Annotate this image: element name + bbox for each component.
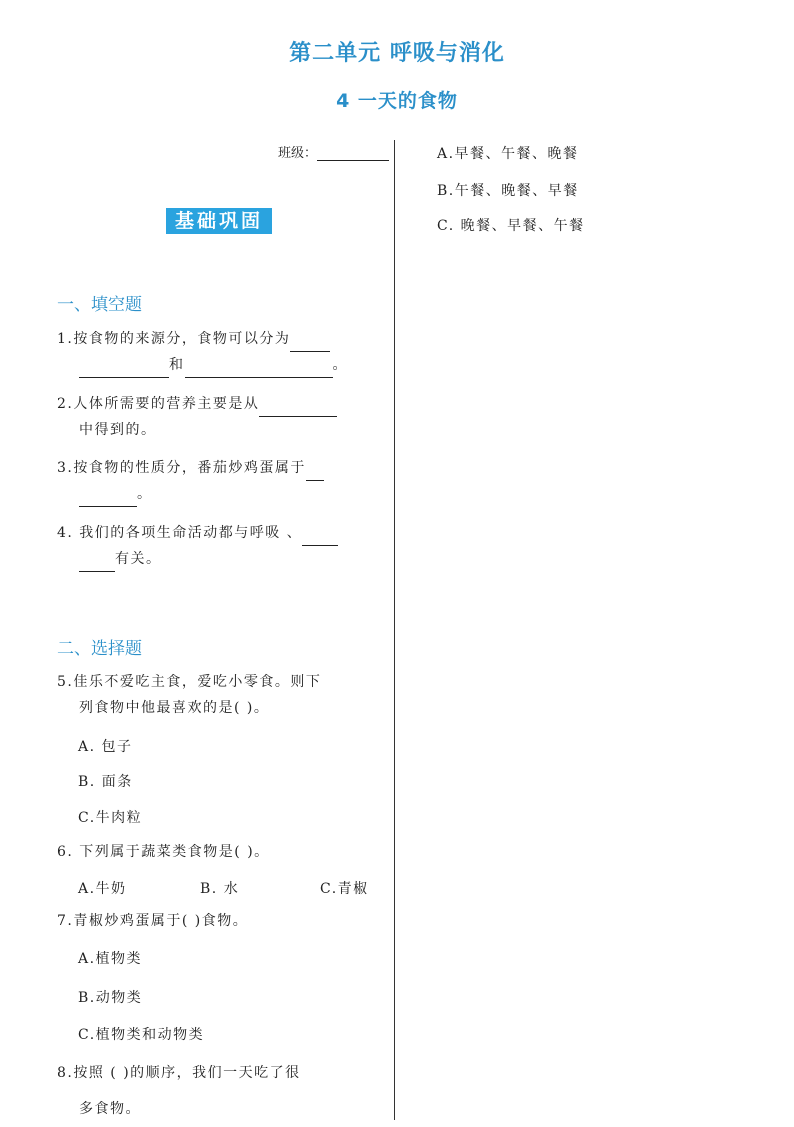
- question-8-option-a[interactable]: A.早餐、午餐、晚餐: [437, 146, 579, 162]
- question-4-end: 有关。: [115, 551, 162, 567]
- question-6-option-a[interactable]: A.牛奶: [78, 881, 127, 897]
- question-2-end: 中得到的。: [79, 422, 157, 438]
- question-1-end: 。: [332, 357, 348, 373]
- lesson-title: 4 一天的食物: [336, 90, 458, 112]
- question-6-text: 6. 下列属于蔬菜类食物是( )。: [57, 844, 270, 860]
- question-1-text: 1.按食物的来源分，食物可以分为: [57, 331, 291, 347]
- class-field: [278, 142, 389, 161]
- question-7: [57, 908, 387, 934]
- section-badge: 基础巩固: [166, 208, 272, 234]
- question-8-text-cont: 多食物。: [79, 1101, 141, 1117]
- answer-blank[interactable]: [259, 400, 337, 417]
- question-4-text: 4. 我们的各项生命活动都与呼吸 、: [57, 525, 303, 541]
- answer-blank[interactable]: [79, 361, 169, 378]
- question-5-text-cont: 列食物中他最喜欢的是( )。: [79, 700, 270, 716]
- question-6-option-b[interactable]: B. 水: [200, 881, 240, 897]
- question-4: [57, 520, 387, 572]
- question-3-text: 3.按食物的性质分，番茄炒鸡蛋属于: [57, 460, 306, 476]
- question-6: [57, 839, 387, 865]
- answer-blank[interactable]: [185, 361, 333, 378]
- question-7-option-a[interactable]: A.植物类: [78, 951, 143, 967]
- question-7-text: 7.青椒炒鸡蛋属于( )食物。: [57, 913, 249, 929]
- question-5-option-b[interactable]: B. 面条: [78, 774, 133, 790]
- unit-title: 第二单元 呼吸与消化: [289, 41, 505, 66]
- class-blank[interactable]: [317, 146, 389, 161]
- question-7-option-b[interactable]: B.动物类: [78, 990, 143, 1006]
- question-5-option-a[interactable]: A. 包子: [78, 739, 133, 755]
- class-label: 班级：: [278, 146, 318, 161]
- question-5-text: 5.佳乐不爱吃主食，爱吃小零食。则下: [57, 674, 322, 690]
- question-3-end: 。: [137, 486, 153, 502]
- answer-blank[interactable]: [302, 529, 338, 546]
- answer-blank[interactable]: [290, 335, 330, 352]
- answer-blank[interactable]: [79, 490, 137, 507]
- answer-blank[interactable]: [79, 555, 115, 572]
- question-3: [57, 455, 387, 507]
- column-divider: [394, 140, 395, 1120]
- question-5-option-c[interactable]: C.牛肉粒: [78, 810, 143, 826]
- answer-blank[interactable]: [306, 464, 324, 481]
- question-8: [57, 1055, 387, 1127]
- question-8-option-c[interactable]: C. 晚餐、早餐、午餐: [437, 218, 585, 234]
- question-1-and: 和: [169, 357, 185, 373]
- question-5: [57, 669, 387, 721]
- question-2: [57, 391, 387, 443]
- question-8-option-b[interactable]: B.午餐、晚餐、早餐: [437, 183, 579, 199]
- question-6-option-c[interactable]: C.青椒: [320, 881, 369, 897]
- question-8-text: 8.按照 ( )的顺序，我们一天吃了很: [57, 1065, 301, 1081]
- section-heading-choice: 二、选择题: [57, 639, 142, 659]
- question-1: [57, 326, 387, 378]
- question-7-option-c[interactable]: C.植物类和动物类: [78, 1027, 205, 1043]
- section-heading-fill-in: 一、填空题: [57, 295, 142, 315]
- question-2-text: 2.人体所需要的营养主要是从: [57, 396, 260, 412]
